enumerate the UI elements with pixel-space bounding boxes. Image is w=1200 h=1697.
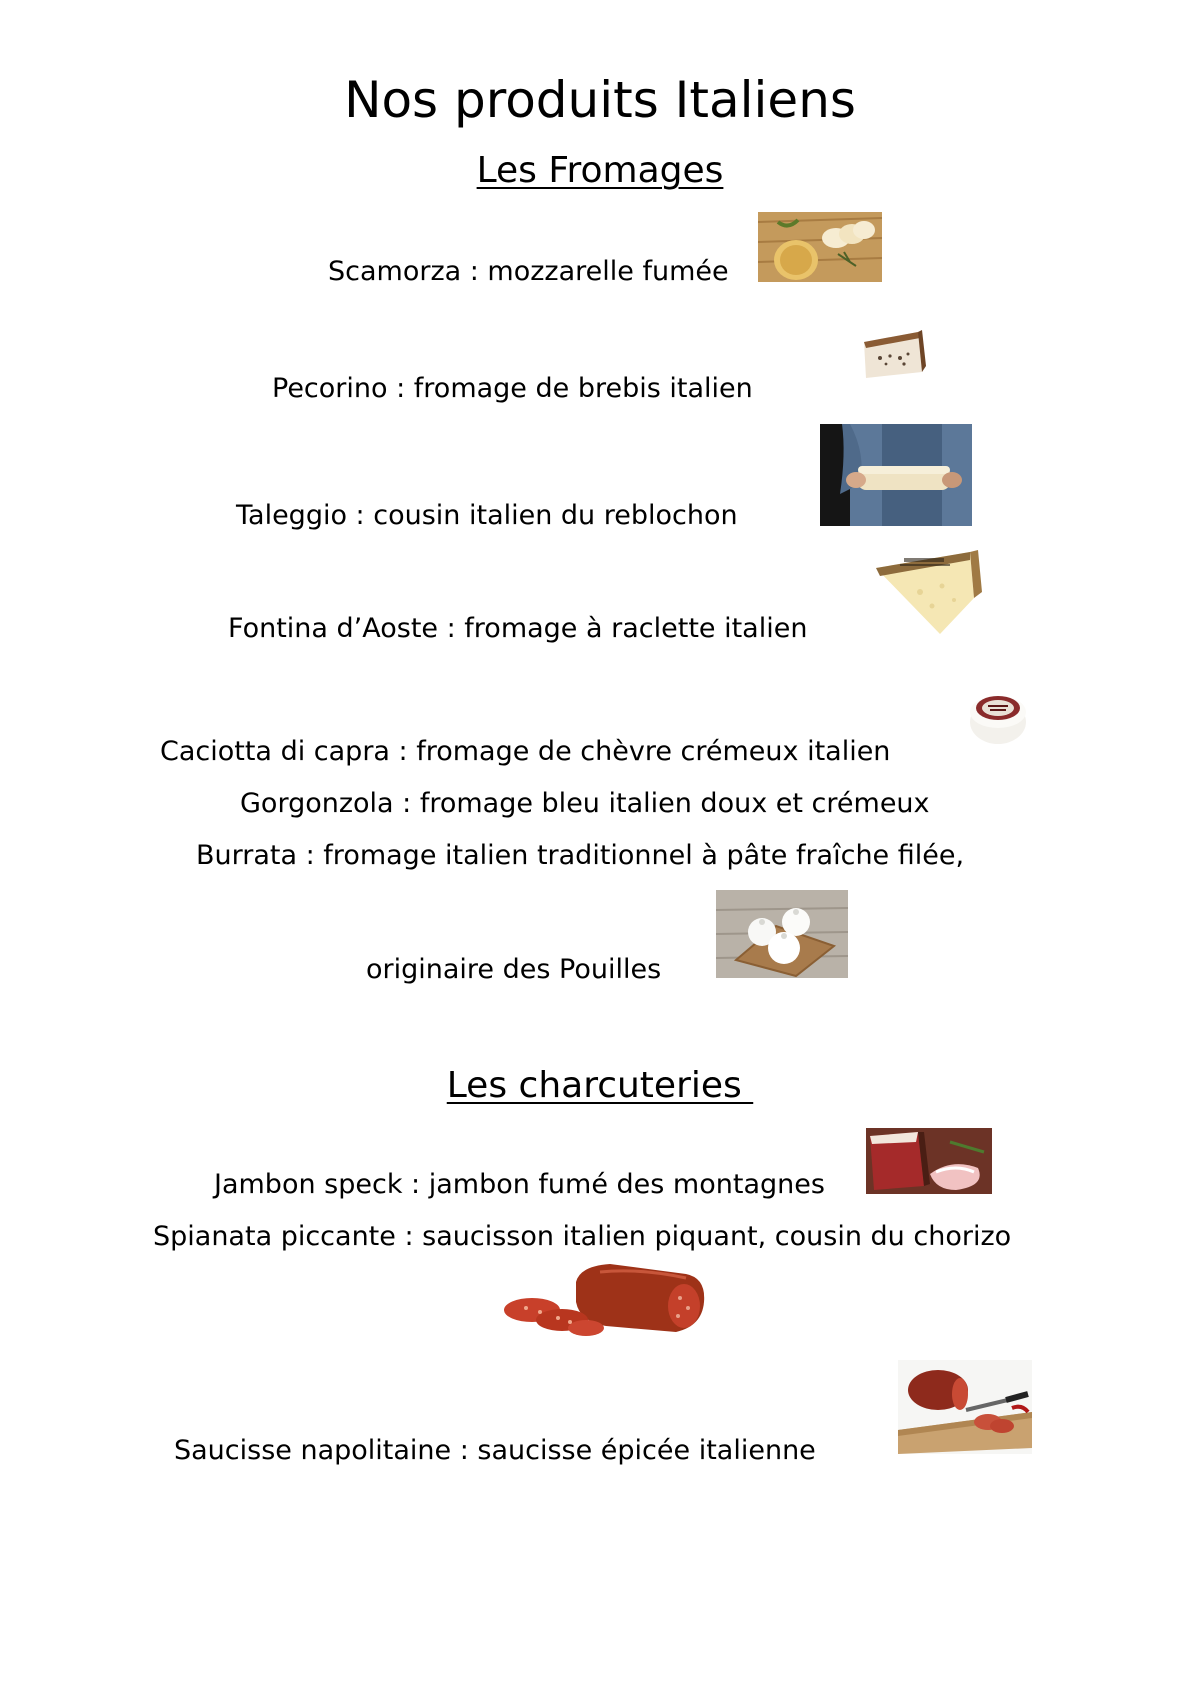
speck-photo	[866, 1128, 992, 1194]
scamorza-photo	[758, 212, 882, 282]
section-heading-cheeses: Les Fromages	[476, 150, 724, 191]
caciotta-photo	[966, 672, 1028, 748]
product-spianata: Spianata piccante : saucisson italien piquant, cousin du chorizo	[153, 1221, 1012, 1252]
product-saucisse: Saucisse napolitaine : saucisse épicée italienne	[174, 1435, 816, 1466]
product-speck: Jambon speck : jambon fumé des montagnes	[214, 1169, 825, 1200]
taleggio-photo	[820, 424, 972, 526]
product-gorgonzola: Gorgonzola : fromage bleu italien doux et crémeux	[240, 788, 930, 819]
saucisse-photo	[898, 1360, 1032, 1454]
burrata-photo	[716, 890, 848, 978]
product-pecorino: Pecorino : fromage de brebis italien	[272, 373, 753, 404]
spianata-photo	[500, 1262, 712, 1348]
product-burrata-origin: originaire des Pouilles	[366, 954, 662, 985]
section-heading-charcuterie: Les charcuteries	[446, 1065, 754, 1106]
fontina-photo	[870, 548, 982, 638]
pecorino-photo	[860, 326, 926, 384]
product-caciotta: Caciotta di capra : fromage de chèvre crémeux italien	[160, 736, 891, 767]
product-fontina: Fontina d’Aoste : fromage à raclette italien	[228, 613, 808, 644]
product-burrata: Burrata : fromage italien traditionnel à pâte fraîche filée,	[196, 840, 965, 871]
product-scamorza: Scamorza : mozzarelle fumée	[328, 256, 729, 287]
page-title: Nos produits Italiens	[344, 71, 856, 129]
product-taleggio: Taleggio : cousin italien du reblochon	[236, 500, 738, 531]
